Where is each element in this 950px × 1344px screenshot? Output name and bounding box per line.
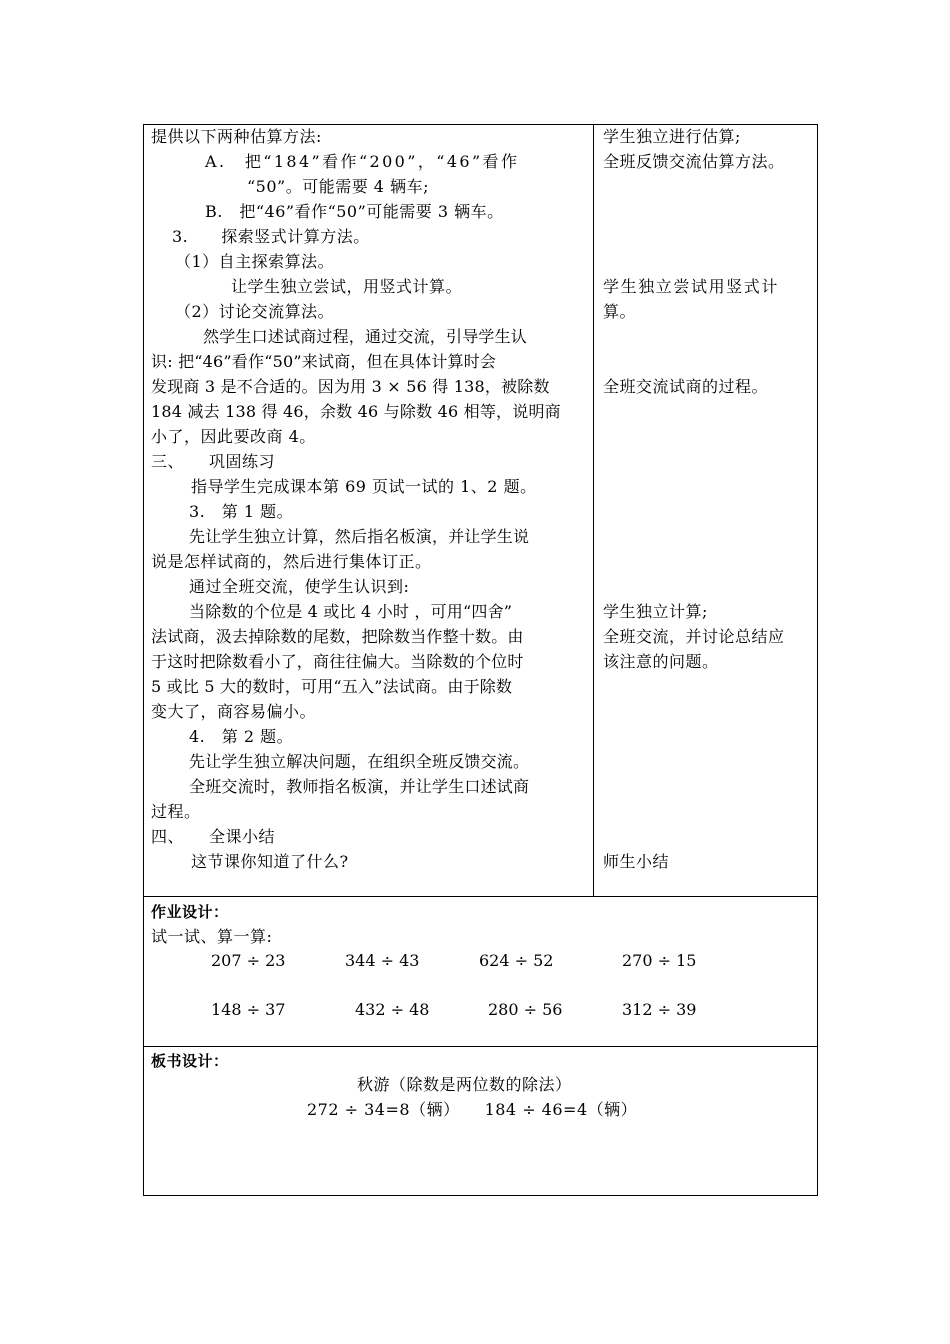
exercise: 624 ÷ 52 [479, 951, 554, 970]
board-equations: 272 ÷ 34=8（辆） 184 ÷ 46=4（辆） [307, 1100, 638, 1119]
activity-line: 师生小结 [603, 852, 670, 871]
exercise: 312 ÷ 39 [622, 1000, 697, 1019]
board-heading: 秋游（除数是两位数的除法） [357, 1075, 572, 1094]
process-line: 说是怎样试商的，然后进行集体订正。 [151, 552, 432, 571]
process-line: 于这时把除数看小了，商往往偏大。当除数的个位时 [151, 652, 524, 671]
exercise: 432 ÷ 48 [355, 1000, 430, 1019]
process-line: 变大了，商容易偏小。 [151, 702, 317, 721]
exercise: 280 ÷ 56 [488, 1000, 563, 1019]
process-line: 然学生口述试商过程，通过交流，引导学生认 [203, 327, 528, 346]
activity-line: 该注意的问题。 [603, 652, 719, 671]
exercise: 148 ÷ 37 [211, 1000, 286, 1019]
homework-subtitle: 试一试、算一算: [151, 927, 273, 946]
activity-line: 学生独立进行估算; [603, 127, 741, 146]
process-line: 当除数的个位是 4 或比 4 小时 ，可用“四舍” [189, 602, 513, 621]
process-line: 全班交流时，教师指名板演，并让学生口述试商 [189, 777, 530, 796]
activity-line: 学生独立计算; [603, 602, 708, 621]
homework-title: 作业设计： [151, 903, 229, 921]
process-line: 法试商，汲去掉除数的尾数，把除数当作整十数。由 [151, 627, 524, 646]
process-line: （2）讨论交流算法。 [175, 302, 335, 321]
exercise: 270 ÷ 15 [622, 951, 697, 970]
row-divider-homework [143, 896, 818, 897]
process-line: 识: 把“46”看作“50”来试商，但在具体计算时会 [151, 352, 497, 371]
exercise: 344 ÷ 43 [345, 951, 420, 970]
process-line: B. 把“46”看作“50”可能需要 3 辆车。 [205, 202, 504, 221]
activity-line: 算。 [603, 302, 637, 321]
board-title: 板书设计： [151, 1052, 229, 1070]
process-line: 发现商 3 是不合适的。因为用 3 × 56 得 138，被除数 [151, 377, 550, 396]
process-line: 5 或比 5 大的数时，可用“五入”法试商。由于除数 [151, 677, 513, 696]
process-line: 提供以下两种估算方法: [151, 127, 322, 146]
process-line: 3. 探索竖式计算方法。 [172, 227, 370, 246]
process-line: “50”。可能需要 4 辆车; [247, 177, 429, 196]
row-divider-board [143, 1046, 818, 1047]
activity-line: 全班反馈交流估算方法。 [603, 152, 785, 171]
process-line: 3. 第 1 题。 [189, 502, 294, 521]
activity-line: 学生独立尝试用竖式计 [603, 277, 780, 296]
exercise: 207 ÷ 23 [211, 951, 286, 970]
process-line: 先让学生独立解决问题，在组织全班反馈交流。 [189, 752, 530, 771]
process-line: 让学生独立尝试，用竖式计算。 [231, 277, 463, 296]
column-divider [593, 124, 594, 896]
section-heading: 三、 巩固练习 [151, 452, 276, 471]
process-line: A. 把“184”看作“200”，“46”看作 [205, 152, 520, 171]
process-line: 先让学生独立计算，然后指名板演，并让学生说 [189, 527, 530, 546]
process-line: 过程。 [151, 802, 201, 821]
activity-line: 全班交流，并讨论总结应 [603, 627, 785, 646]
process-line: 184 减去 138 得 46，余数 46 与除数 46 相等，说明商 [151, 402, 561, 421]
section-heading: 四、 全课小结 [151, 827, 276, 846]
process-line: 4. 第 2 题。 [189, 727, 294, 746]
activity-line: 全班交流试商的过程。 [603, 377, 769, 396]
process-line: （1）自主探索算法。 [175, 252, 335, 271]
process-line: 指导学生完成课本第 69 页试一试的 1、2 题。 [191, 477, 537, 496]
process-line: 通过全班交流，使学生认识到: [189, 577, 410, 596]
process-line: 小了，因此要改商 4。 [151, 427, 316, 446]
process-line: 这节课你知道了什么? [191, 852, 349, 871]
